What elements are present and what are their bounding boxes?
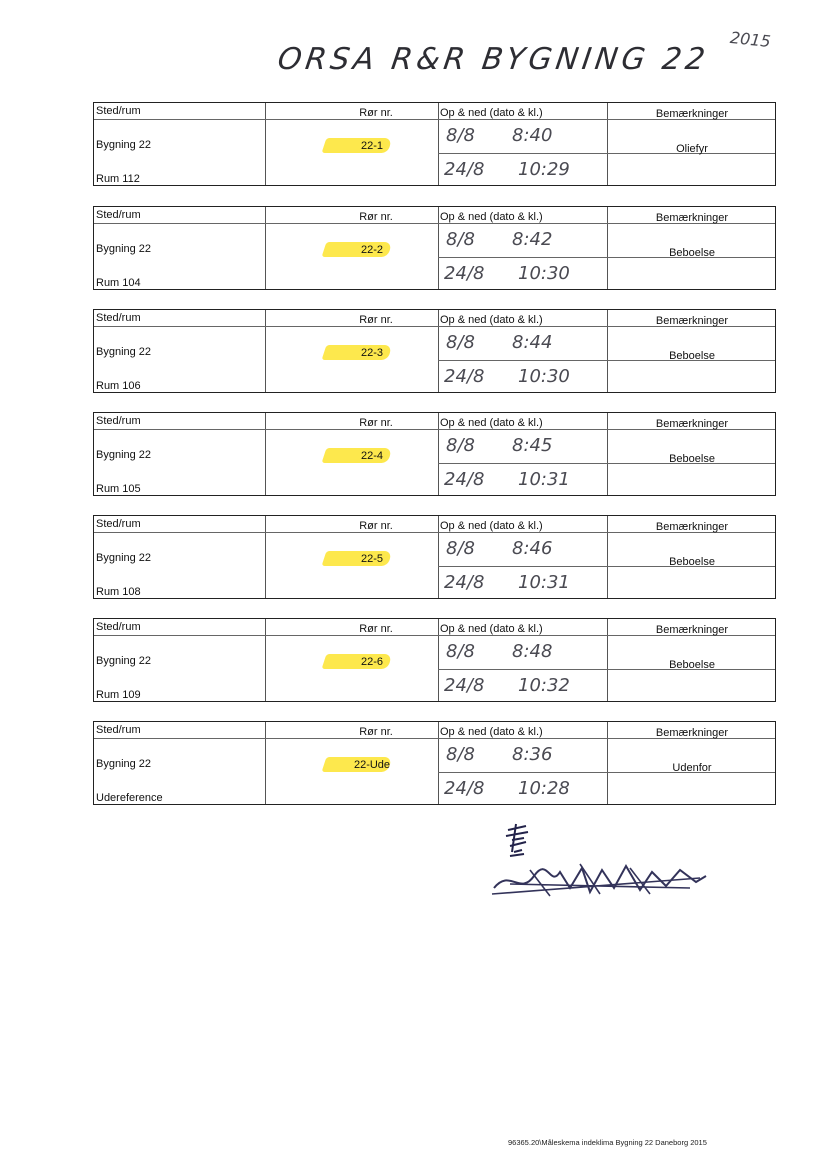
table-block bbox=[93, 206, 776, 290]
signature-initials bbox=[500, 822, 536, 862]
header-remarks: Bemærkninger bbox=[655, 418, 729, 430]
up-date: 8/8 bbox=[446, 538, 475, 559]
header-location: Sted/rum bbox=[96, 621, 141, 633]
remark: Beboelse bbox=[669, 350, 715, 362]
down-time: 10:29 bbox=[518, 159, 570, 180]
building-label: Bygning 22 bbox=[96, 243, 152, 255]
building-label: Bygning 22 bbox=[96, 552, 152, 564]
header-pipe: Rør nr. bbox=[359, 623, 393, 635]
down-time: 10:32 bbox=[518, 675, 570, 696]
page-title: ORSA R&R BYGNING 22 bbox=[275, 42, 711, 77]
up-time: 8:40 bbox=[512, 125, 553, 146]
building-label: Bygning 22 bbox=[96, 655, 152, 667]
pipe-number: 22-6 bbox=[360, 656, 384, 668]
header-location: Sted/rum bbox=[96, 724, 141, 736]
down-time: 10:30 bbox=[518, 366, 570, 387]
header-pipe: Rør nr. bbox=[359, 417, 393, 429]
header-remarks: Bemærkninger bbox=[655, 624, 729, 636]
down-date: 24/8 bbox=[444, 159, 485, 180]
header-time: Op & ned (dato & kl.) bbox=[440, 211, 543, 223]
down-time: 10:31 bbox=[518, 469, 570, 490]
pipe-number: 22-2 bbox=[360, 244, 384, 256]
remark: Beboelse bbox=[669, 556, 715, 568]
table-block bbox=[93, 309, 776, 393]
header-pipe: Rør nr. bbox=[359, 726, 393, 738]
table-block bbox=[93, 515, 776, 599]
down-date: 24/8 bbox=[444, 469, 485, 490]
down-date: 24/8 bbox=[444, 263, 485, 284]
pipe-number: 22-1 bbox=[360, 140, 384, 152]
header-time: Op & ned (dato & kl.) bbox=[440, 623, 543, 635]
remark: Beboelse bbox=[669, 247, 715, 259]
header-location: Sted/rum bbox=[96, 209, 141, 221]
header-time: Op & ned (dato & kl.) bbox=[440, 417, 543, 429]
remark: Oliefyr bbox=[676, 143, 708, 155]
room-label: Rum 112 bbox=[96, 173, 140, 185]
table-block bbox=[93, 102, 776, 186]
header-location: Sted/rum bbox=[96, 105, 141, 117]
year-note: 2015 bbox=[729, 27, 772, 52]
room-label: Rum 106 bbox=[96, 380, 141, 392]
pipe-number: 22-3 bbox=[360, 347, 384, 359]
up-time: 8:36 bbox=[512, 744, 553, 765]
up-date: 8/8 bbox=[446, 641, 475, 662]
header-time: Op & ned (dato & kl.) bbox=[440, 520, 543, 532]
pipe-number: 22-Ude bbox=[353, 759, 391, 771]
header-time: Op & ned (dato & kl.) bbox=[440, 107, 543, 119]
up-date: 8/8 bbox=[446, 332, 475, 353]
header-remarks: Bemærkninger bbox=[655, 727, 729, 739]
up-date: 8/8 bbox=[446, 125, 475, 146]
up-time: 8:46 bbox=[512, 538, 553, 559]
down-date: 24/8 bbox=[444, 572, 485, 593]
up-time: 8:42 bbox=[512, 229, 553, 250]
room-label: Rum 104 bbox=[96, 277, 141, 289]
up-time: 8:44 bbox=[512, 332, 553, 353]
up-date: 8/8 bbox=[446, 744, 475, 765]
up-time: 8:48 bbox=[512, 641, 553, 662]
pipe-number: 22-4 bbox=[360, 450, 384, 462]
table-block bbox=[93, 412, 776, 496]
pipe-number: 22-5 bbox=[360, 553, 384, 565]
room-label: Udereference bbox=[96, 792, 163, 804]
remark: Beboelse bbox=[669, 659, 715, 671]
down-date: 24/8 bbox=[444, 366, 485, 387]
header-location: Sted/rum bbox=[96, 312, 141, 324]
table-block bbox=[93, 721, 776, 805]
header-remarks: Bemærkninger bbox=[655, 212, 729, 224]
header-remarks: Bemærkninger bbox=[655, 108, 729, 120]
header-pipe: Rør nr. bbox=[359, 211, 393, 223]
up-time: 8:45 bbox=[512, 435, 553, 456]
header-pipe: Rør nr. bbox=[359, 314, 393, 326]
signature bbox=[490, 858, 710, 900]
building-label: Bygning 22 bbox=[96, 139, 152, 151]
header-location: Sted/rum bbox=[96, 518, 141, 530]
down-date: 24/8 bbox=[444, 778, 485, 799]
header-time: Op & ned (dato & kl.) bbox=[440, 726, 543, 738]
room-label: Rum 105 bbox=[96, 483, 141, 495]
down-time: 10:31 bbox=[518, 572, 570, 593]
header-time: Op & ned (dato & kl.) bbox=[440, 314, 543, 326]
remark: Beboelse bbox=[669, 453, 715, 465]
header-remarks: Bemærkninger bbox=[655, 315, 729, 327]
room-label: Rum 108 bbox=[96, 586, 141, 598]
room-label: Rum 109 bbox=[96, 689, 141, 701]
up-date: 8/8 bbox=[446, 435, 475, 456]
table-block bbox=[93, 618, 776, 702]
building-label: Bygning 22 bbox=[96, 758, 152, 770]
building-label: Bygning 22 bbox=[96, 346, 152, 358]
remark: Udenfor bbox=[672, 762, 712, 774]
header-remarks: Bemærkninger bbox=[655, 521, 729, 533]
down-date: 24/8 bbox=[444, 675, 485, 696]
header-pipe: Rør nr. bbox=[359, 107, 393, 119]
down-time: 10:30 bbox=[518, 263, 570, 284]
down-time: 10:28 bbox=[518, 778, 570, 799]
header-pipe: Rør nr. bbox=[359, 520, 393, 532]
header-location: Sted/rum bbox=[96, 415, 141, 427]
footer-path: 96365.20\Måleskema indeklima Bygning 22 Daneborg 2015 bbox=[508, 1138, 707, 1147]
building-label: Bygning 22 bbox=[96, 449, 152, 461]
up-date: 8/8 bbox=[446, 229, 475, 250]
